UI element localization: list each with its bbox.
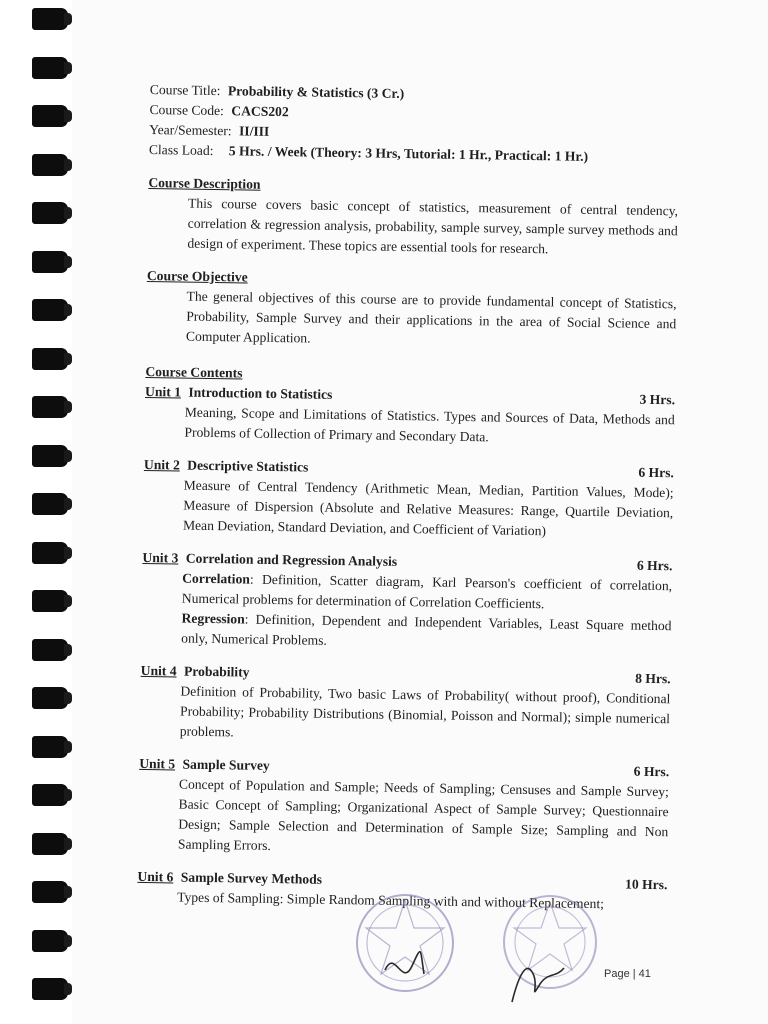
spiral-ring xyxy=(32,542,68,564)
spiral-ring xyxy=(32,154,68,176)
unit-4-label: Unit 4 xyxy=(140,662,177,679)
spiral-ring xyxy=(32,251,68,273)
unit-2-hours: 6 Hrs. xyxy=(638,464,675,481)
class-load-value: 5 Hrs. / Week (Theory: 3 Hrs, Tutorial: 1 Hr., Practical: 1 Hr.) xyxy=(228,143,589,164)
syllabus-page xyxy=(137,80,680,915)
unit-2-text: Measure of Central Tendency (Arithmetic Mean, Median, Partition Values, Mode); Measure of Dispersion (Absolute and Relative Measures: Range, Quartile Deviation, Mean Deviation, Standard Deviation, and Coefficient of Variation) xyxy=(182,477,674,539)
spiral-ring xyxy=(32,736,68,758)
unit-6-text: Types of Sampling: Simple Random Sampling with and without Replacement; xyxy=(177,889,605,912)
course-title-label: Course Title: xyxy=(149,81,221,99)
spiral-ring xyxy=(32,445,68,467)
spiral-ring xyxy=(32,833,68,855)
course-description-text: This course covers basic concept of statistics, measurement of central tendency, correlation & regression analysis, probability, sample survey, sample survey methods and design of experiment. These topics are essential tools for research. xyxy=(187,195,679,257)
unit-2-title: Descriptive Statistics xyxy=(187,457,309,475)
spiral-ring xyxy=(32,8,68,30)
unit-1-hours: 3 Hrs. xyxy=(639,391,676,408)
spiral-binding xyxy=(0,0,72,1024)
spiral-ring xyxy=(32,881,68,903)
unit-4-hours: 8 Hrs. xyxy=(635,670,671,687)
spiral-ring xyxy=(32,930,68,952)
unit-5-hours: 6 Hrs. xyxy=(633,763,670,780)
year-semester-label: Year/Semester: xyxy=(149,121,232,139)
spiral-ring xyxy=(32,299,68,321)
course-description-heading: Course Description xyxy=(148,174,261,192)
unit-4-text: Definition of Probability, Two basic Laws of Probability( without proof), Conditional Probability; Probability Distributions (Binomial, Poisson and Normal); simple numerical problems. xyxy=(179,683,671,740)
official-stamp-right xyxy=(490,880,610,1010)
unit-1-label: Unit 1 xyxy=(144,383,182,400)
spiral-ring xyxy=(32,57,68,79)
correlation-text: : Definition, Scatter diagram, Karl Pearson's coefficient of correlation, Numerical problems for determination of Correlation Coefficients. xyxy=(181,571,673,612)
spiral-ring xyxy=(32,590,68,612)
course-contents-heading: Course Contents xyxy=(145,363,243,381)
unit-4-title: Probability xyxy=(183,663,250,680)
unit-6-hours: 10 Hrs. xyxy=(625,876,668,893)
unit-3-hours: 6 Hrs. xyxy=(636,557,673,574)
unit-3-regression xyxy=(181,609,672,657)
unit-1-text: Meaning, Scope and Limitations of Statistics. Types and Sources of Data, Methods and Problems of Collection of Primary and Secondary Data. xyxy=(184,404,675,445)
class-load-label: Class Load: xyxy=(148,141,214,159)
unit-5-title: Sample Survey xyxy=(182,756,270,773)
unit-1-title: Introduction to Statistics xyxy=(188,384,333,402)
course-title-value: Probability & Statistics (3 Cr.) xyxy=(227,83,405,101)
spiral-ring xyxy=(32,202,68,224)
regression-label: Regression xyxy=(181,610,245,627)
year-semester-value: II/III xyxy=(238,123,270,139)
regression-text: : Definition, Dependent and Independent Variables, Least Square method only, Numerical Problems. xyxy=(181,611,672,648)
spiral-ring xyxy=(32,784,68,806)
spiral-ring xyxy=(32,348,68,370)
unit-3-label: Unit 3 xyxy=(142,549,179,566)
spiral-ring xyxy=(32,687,68,709)
spiral-ring xyxy=(32,493,68,515)
spiral-ring xyxy=(32,105,68,127)
unit-6-label: Unit 6 xyxy=(137,868,174,885)
spiral-ring xyxy=(32,978,68,1000)
unit-2-label: Unit 2 xyxy=(143,456,180,473)
course-objective-text: The general objectives of this course are to provide fundamental concept of Statistics, Probability, Sample Survey and their applications in the area of Social Science and Computer Application. xyxy=(185,288,677,346)
spiral-ring xyxy=(32,639,68,661)
unit-3-title: Correlation and Regression Analysis xyxy=(185,550,398,569)
course-code-label: Course Code: xyxy=(149,101,225,119)
official-stamp-left xyxy=(340,878,470,1008)
course-objective-heading: Course Objective xyxy=(146,267,248,285)
course-code-value: CACS202 xyxy=(231,103,289,120)
unit-5-text: Concept of Population and Sample; Needs of Sampling; Censuses and Sample Survey; Basic Concept of Sampling; Organizational Aspect of Sample Survey; Questionnaire Design; Sample Selection and Determination of Sample Size; Sampling and Non Sampling Errors. xyxy=(177,776,670,853)
correlation-label: Correlation xyxy=(182,570,251,587)
unit-5-label: Unit 5 xyxy=(139,755,176,772)
page-number: Page | 41 xyxy=(604,968,651,980)
spiral-ring xyxy=(32,396,68,418)
unit-6-title: Sample Survey Methods xyxy=(180,869,323,887)
